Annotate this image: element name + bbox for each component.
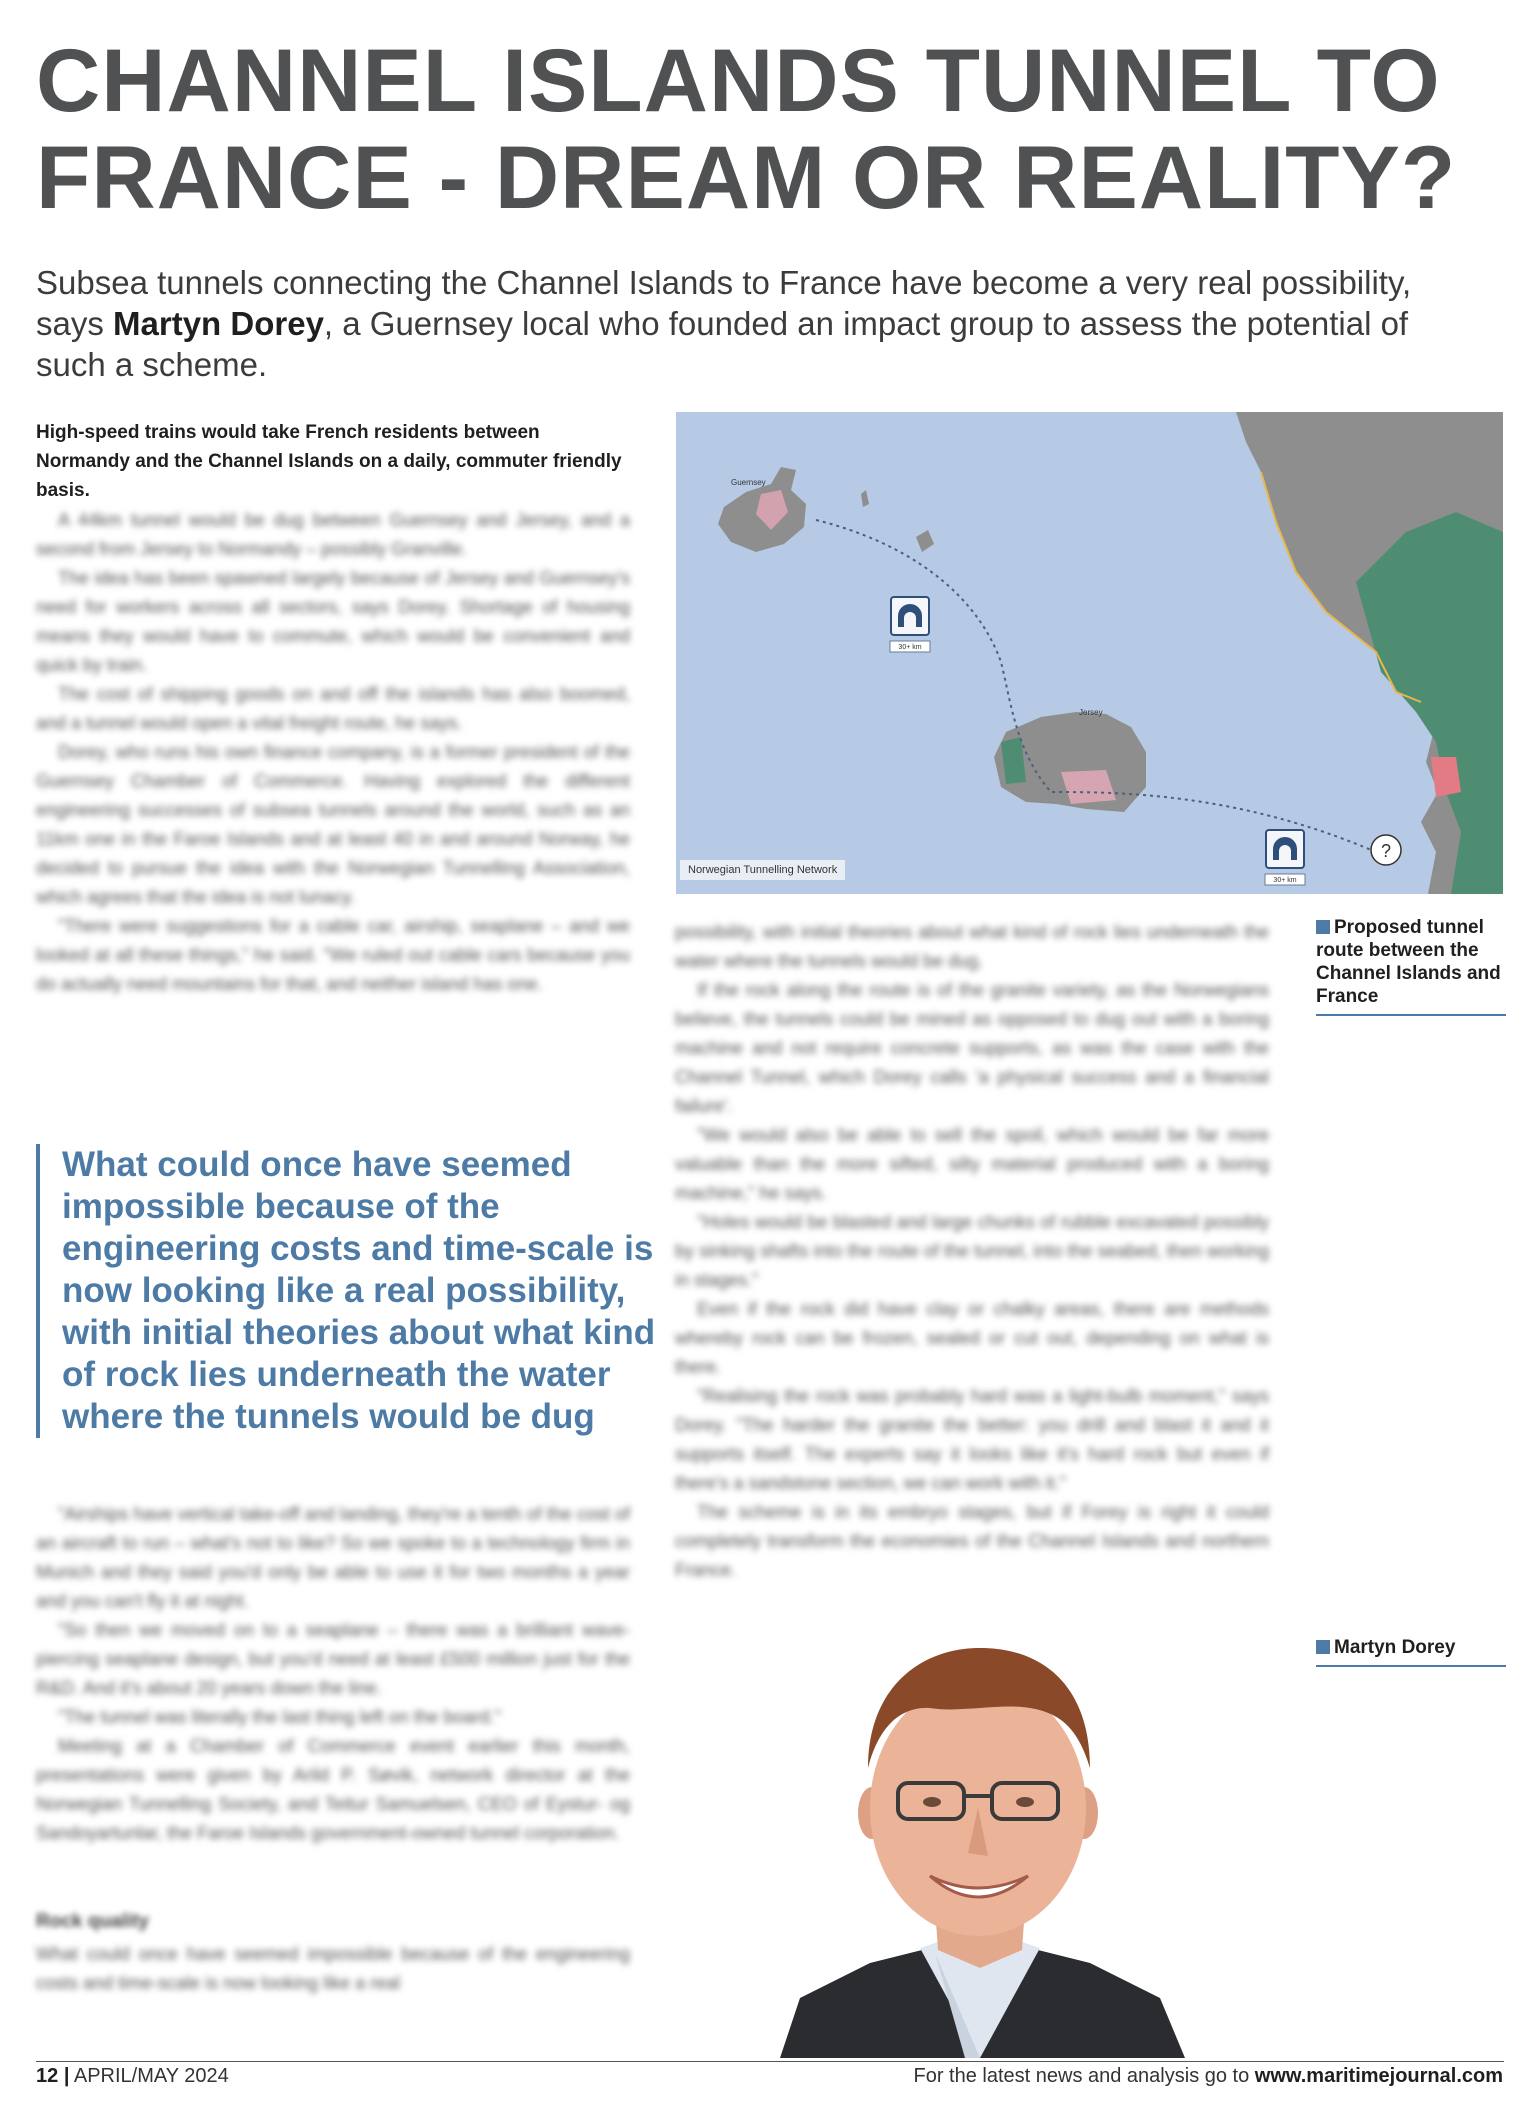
photo-caption <box>1316 1636 1506 1667</box>
body-paragraph: "The tunnel was literally the last thing left on the board." <box>58 1707 502 1727</box>
headline: CHANNEL ISLANDS TUNNEL TO FRANCE - DREAM OR REALITY? <box>36 30 1457 227</box>
body-paragraph: What could once have seemed impossible because of the engineering costs and time-scale is now looking like a real <box>36 1944 630 1993</box>
footer-promo-text: For the latest news and analysis go to <box>913 2065 1255 2087</box>
photo-caption-text: Martyn Dorey <box>1334 1637 1456 1658</box>
body-paragraph: possibility, with initial theories about what kind of rock lies underneath the water where the tunnels would be dug. <box>675 922 1269 971</box>
map-graphic <box>676 412 1503 894</box>
footer-divider <box>36 2061 1504 2062</box>
body-paragraph: A 44km tunnel would be dug between Guernsey and Jersey, and a second from Jersey to Normandy – possibly Granville. <box>36 510 630 559</box>
footer-issue-info <box>36 2065 229 2088</box>
standfirst <box>36 262 1456 385</box>
body-paragraph: "Airships have vertical take-off and landing, they're a tenth of the cost of an aircraft to run – what's not to like? So we spoke to a technology firm in Munich and they said you'd only be able to use it for two months a year and you can't fly it at night. <box>36 1504 630 1611</box>
body-paragraph: Even if the rock did have clay or chalky areas, there are methods whereby rock can be frozen, sealed or cut out, depending on what is there. <box>675 1299 1269 1377</box>
granville-urban <box>1431 757 1461 797</box>
tunnel-route-map <box>676 412 1503 894</box>
pull-quote: What could once have seemed impossible because of the engineering costs and time-scale is now looking like a real possibility, with initial theories about what kind of rock lies underneath the water where the tunnels would be dug <box>36 1144 662 1438</box>
body-paragraph: "There were suggestions for a cable car, airship, seaplane – and we looked at all these things," he said. "We ruled out cable cars because you do actually need mountains for that, and neither island has one. <box>36 916 630 994</box>
rock-quality-subhead: Rock quality <box>36 1911 149 1932</box>
portrait-photo <box>760 1618 1200 2058</box>
body-paragraph: The scheme is in its embryo stages, but if Forey is right it could completely transform the economies of the Channel Islands and northern France. <box>675 1502 1269 1580</box>
jersey-label: Jersey <box>1079 708 1103 717</box>
map-caption <box>1316 916 1506 1016</box>
caption-square-icon <box>1316 920 1330 934</box>
map-credit: Norwegian Tunnelling Network <box>680 860 845 880</box>
tunnel-badge-2-text: 30+ km <box>1273 877 1297 884</box>
issue-date: APRIL/MAY 2024 <box>73 2065 229 2087</box>
footer-separator: | <box>63 2065 70 2087</box>
website-link[interactable]: www.maritimejournal.com <box>1254 2065 1503 2087</box>
body-paragraph: "Holes would be blasted and large chunks of rubble excavated possibly by sinking shafts into the route of the tunnel, into the seabed, then working in stages." <box>675 1212 1269 1290</box>
page-number: 12 <box>36 2065 59 2087</box>
footer-promo <box>913 2065 1503 2088</box>
body-column-middle <box>675 918 1269 1585</box>
lead-paragraph: High-speed trains would take French residents between Normandy and the Channel Islands on a daily, commuter friendly basis. <box>36 422 622 501</box>
caption-square-icon <box>1316 1640 1330 1654</box>
body-column-left-bottom <box>36 1940 630 1998</box>
portrait-illustration <box>760 1618 1200 2058</box>
body-paragraph: If the rock along the route is of the granite variety, as the Norwegians believe, the tunnels could be mined as opposed to dug out with a boring machine and not require concrete supports, as was the case with the Channel Tunnel, which Dorey calls 'a physical success and a financial failure'. <box>675 980 1269 1116</box>
body-column-left-top <box>36 506 630 999</box>
body-paragraph: "Realising the rock was probably hard was a light-bulb moment," says Dorey. "The harder the granite the better: you drill and blast it and it supports itself. The experts say it looks like it's hard rock but even if there's a sandstone section, we can work with it." <box>675 1386 1269 1493</box>
body-paragraph: Dorey, who runs his own finance company, is a former president of the Guernsey Chamber of Commerce. Having explored the different engineering successes of subsea tunnels around the world, such as an 11km one in the Faroe Islands and at least 40 in and around Norway, he decided to pursue the idea with the Norwegian Tunnelling Association, which agrees that the idea is not lunacy. <box>36 742 630 907</box>
standfirst-author-name: Martyn Dorey <box>113 305 324 342</box>
body-paragraph: The cost of shipping goods on and off the islands has also boomed, and a tunnel would open a vital freight route, he says. <box>36 684 630 733</box>
body-paragraph: "We would also be able to sell the spoil, which would be far more valuable than the more sifted, silty material produced with a boring machine," he says. <box>675 1125 1269 1203</box>
map-caption-text: Proposed tunnel route between the Channel Islands and France <box>1316 917 1501 1007</box>
tunnel-badge-1-text: 30+ km <box>898 644 922 651</box>
standfirst-text-pre: Subsea tunnels connecting the Channel Islands to France have become a very real possibility, says <box>36 264 1412 342</box>
guernsey-label: Guernsey <box>731 478 766 487</box>
question-mark-icon: ? <box>1380 841 1392 861</box>
body-column-left-middle <box>36 1500 630 1848</box>
standfirst-text-post: , a Guernsey local who founded an impact group to assess the potential of such a scheme. <box>36 305 1409 383</box>
body-paragraph: The idea has been spawned largely because of Jersey and Guernsey's need for workers across all sectors, says Dorey. Shortage of housing means they would have to commute, which would be convenient and quick by train. <box>36 568 630 675</box>
body-paragraph: Meeting at a Chamber of Commerce event earlier this month, presentations were given by Arild P. Søvik, network director at the Norwegian Tunnelling Society, and Teitur Samuelsen, CEO of Eystur- og Sandoyartunlar, the Faroe Islands government-owned tunnel corporation. <box>36 1736 630 1843</box>
body-paragraph: "So then we moved on to a seaplane – there was a brilliant wave-piercing seaplane design, but you'd need at least £500 million just for the R&D. And it's about 20 years down the line. <box>36 1620 630 1698</box>
